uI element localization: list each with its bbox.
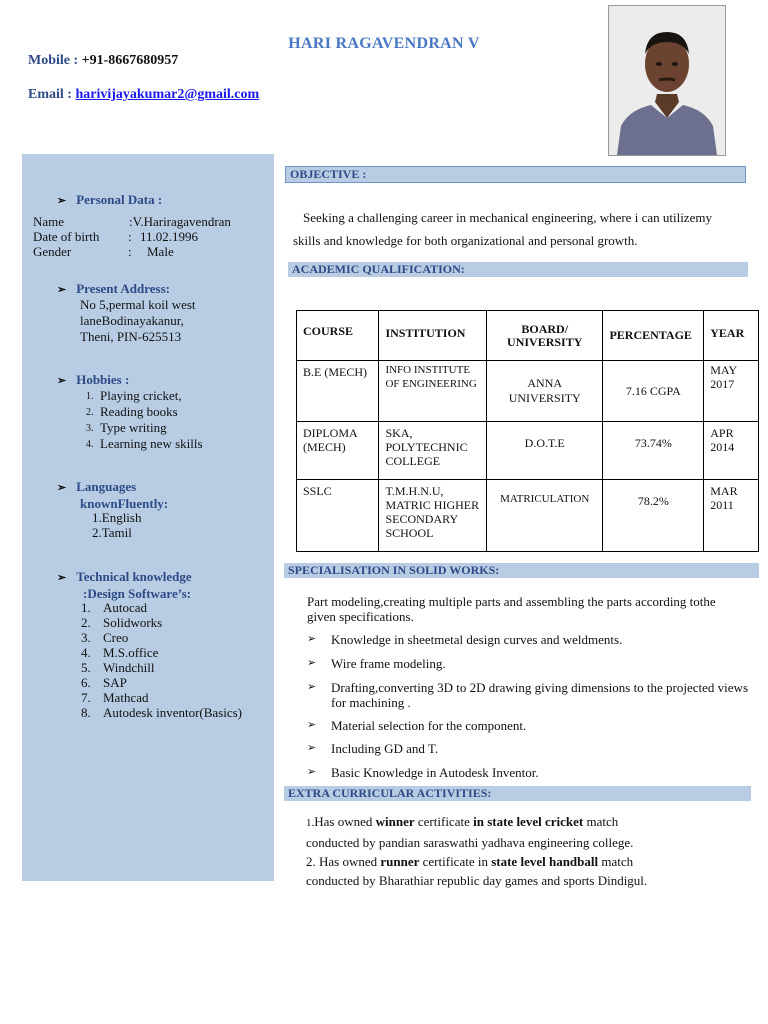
cell-year: MAY 2017 (704, 361, 759, 422)
cell-board: D.O.T.E (486, 422, 602, 480)
specialisation-intro: Part modeling,creating multiple parts and assembling the parts according tothe given specifications. (307, 594, 716, 624)
hobby-item: 1. Playing cricket, (86, 388, 182, 403)
language-item: 2.Tamil (92, 525, 132, 540)
arrow-bullet-icon: ➢ (57, 375, 67, 387)
hobbies-heading: ➢ Hobbies : (57, 372, 130, 387)
cell-year: APR 2014 (704, 422, 759, 480)
profile-photo (608, 5, 726, 156)
arrow-bullet-icon: ➢ (307, 719, 317, 731)
hobby-item: 4. Learning new skills (86, 436, 203, 451)
cell-year: MAR 2011 (704, 480, 759, 552)
cell-board: ANNA UNIVERSITY (486, 361, 602, 422)
personal-row: Name : V.Hariragavendran (33, 214, 231, 229)
mobile-line: Mobile : +91-8667680957 (28, 53, 179, 68)
email-line: Email : harivijayakumar2@gmail.com (28, 87, 260, 102)
arrow-bullet-icon: ➢ (307, 681, 317, 693)
arrow-bullet-icon: ➢ (307, 633, 317, 645)
list-item: ➢ Wire frame modeling. (307, 656, 446, 671)
languages-heading: ➢ Languages knownFluently: (57, 479, 169, 511)
hobby-item: 2. Reading books (86, 404, 178, 419)
list-item: ➢ Knowledge in sheetmetal design curves and weldments. (307, 632, 623, 647)
language-item: 1.English (92, 510, 142, 525)
table-row (297, 422, 759, 480)
software-item: 5. Windchill (81, 660, 155, 675)
arrow-bullet-icon: ➢ (57, 482, 67, 494)
arrow-bullet-icon: ➢ (57, 572, 67, 584)
table-row (297, 480, 759, 552)
person-photo-icon (609, 6, 725, 155)
sidebar-panel (22, 154, 274, 881)
specialisation-heading: SPECIALISATION IN SOLID WORKS: (284, 563, 759, 578)
hobby-item: 3. Type writing (86, 420, 167, 435)
cell-course: B.E (MECH) (297, 361, 379, 422)
arrow-bullet-icon: ➢ (307, 766, 317, 778)
activity-2: 2. Has owned runner certificate in state level handball match conducted by Bharathiar republic day games and sports Dindigul. (306, 854, 648, 888)
software-item: 1. Autocad (81, 600, 148, 615)
mobile-value: +91-8667680957 (81, 53, 179, 68)
languages-list (92, 510, 141, 540)
technical-heading: ➢ Technical knowledge :Design Software’s: (57, 569, 192, 601)
objective-line-2: skills and knowledge for both organizational and personal growth. (293, 233, 638, 248)
software-item: 8. Autodesk inventor(Basics) (81, 705, 243, 720)
software-item: 3. Creo (81, 630, 129, 645)
address-line: No 5,permal koil west (80, 297, 196, 312)
hobbies-list (86, 388, 203, 452)
cell-institution: INFO INSTITUTE OF ENGINEERING (379, 361, 487, 422)
list-item: ➢ Drafting,converting 3D to 2D drawing giving dimensions to the projected views for machining . (307, 680, 749, 710)
objective-line-1: Seeking a challenging career in mechanical engineering, where i can utilizemy (303, 210, 712, 225)
objective-heading: OBJECTIVE : (285, 166, 746, 183)
address-heading: ➢ Present Address: (57, 281, 170, 296)
extra-curricular-heading: EXTRA CURRICULAR ACTIVITIES: (284, 786, 751, 801)
column-header: YEAR (704, 311, 759, 361)
software-item: 4. M.S.office (81, 645, 159, 660)
cell-institution: SKA, POLYTECHNIC COLLEGE (379, 422, 487, 480)
cell-percentage: 78.2% (603, 480, 704, 552)
software-list (81, 600, 242, 720)
list-item: ➢ Material selection for the component. (307, 718, 527, 733)
personal-row: Gender : Male (33, 244, 174, 259)
personal-data-list (33, 214, 268, 259)
resume-name: HARI RAGAVENDRAN V (288, 35, 480, 52)
activity-1: 1.Has owned winner certificate in state level cricket match conducted by pandian saraswathi yadhava engineering college. (306, 814, 634, 850)
table-row (297, 361, 759, 422)
email-label: Email (28, 87, 64, 102)
table-header-row (297, 311, 759, 361)
arrow-bullet-icon: ➢ (57, 284, 67, 296)
academic-heading: ACADEMIC QUALIFICATION: (288, 262, 748, 277)
cell-course: SSLC (297, 480, 379, 552)
column-header: PERCENTAGE (603, 311, 704, 361)
cell-board: MATRICULATION (486, 480, 602, 552)
personal-row: Date of birth : 11.02.1996 (33, 229, 199, 244)
column-header: INSTITUTION (379, 311, 487, 361)
academic-table (296, 310, 759, 552)
software-item: 2. Solidworks (81, 615, 163, 630)
cell-institution: T.M.H.N.U, MATRIC HIGHER SECONDARY SCHOOL (379, 480, 487, 552)
address-line: laneBodinayakanur, (80, 313, 184, 328)
column-header: COURSE (297, 311, 379, 361)
software-item: 7. Mathcad (81, 690, 149, 705)
email-link[interactable]: harivijayakumar2@gmail.com (75, 87, 260, 102)
list-item: ➢ Including GD and T. (307, 741, 439, 756)
address-line: Theni, PIN-625513 (80, 329, 182, 344)
cell-percentage: 73.74% (603, 422, 704, 480)
arrow-bullet-icon: ➢ (307, 742, 317, 754)
specialisation-list (307, 632, 752, 780)
cell-percentage: 7.16 CGPA (603, 361, 704, 422)
cell-course: DIPLOMA (MECH) (297, 422, 379, 480)
column-header: BOARD/ UNIVERSITY (486, 311, 602, 361)
address-block (80, 297, 196, 345)
software-item: 6. SAP (81, 675, 127, 690)
mobile-label: Mobile (28, 53, 70, 68)
arrow-bullet-icon: ➢ (307, 657, 317, 669)
arrow-bullet-icon: ➢ (57, 195, 67, 207)
personal-data-heading: ➢ Personal Data : (57, 192, 163, 207)
list-item: ➢ Basic Knowledge in Autodesk Inventor. (307, 765, 539, 780)
